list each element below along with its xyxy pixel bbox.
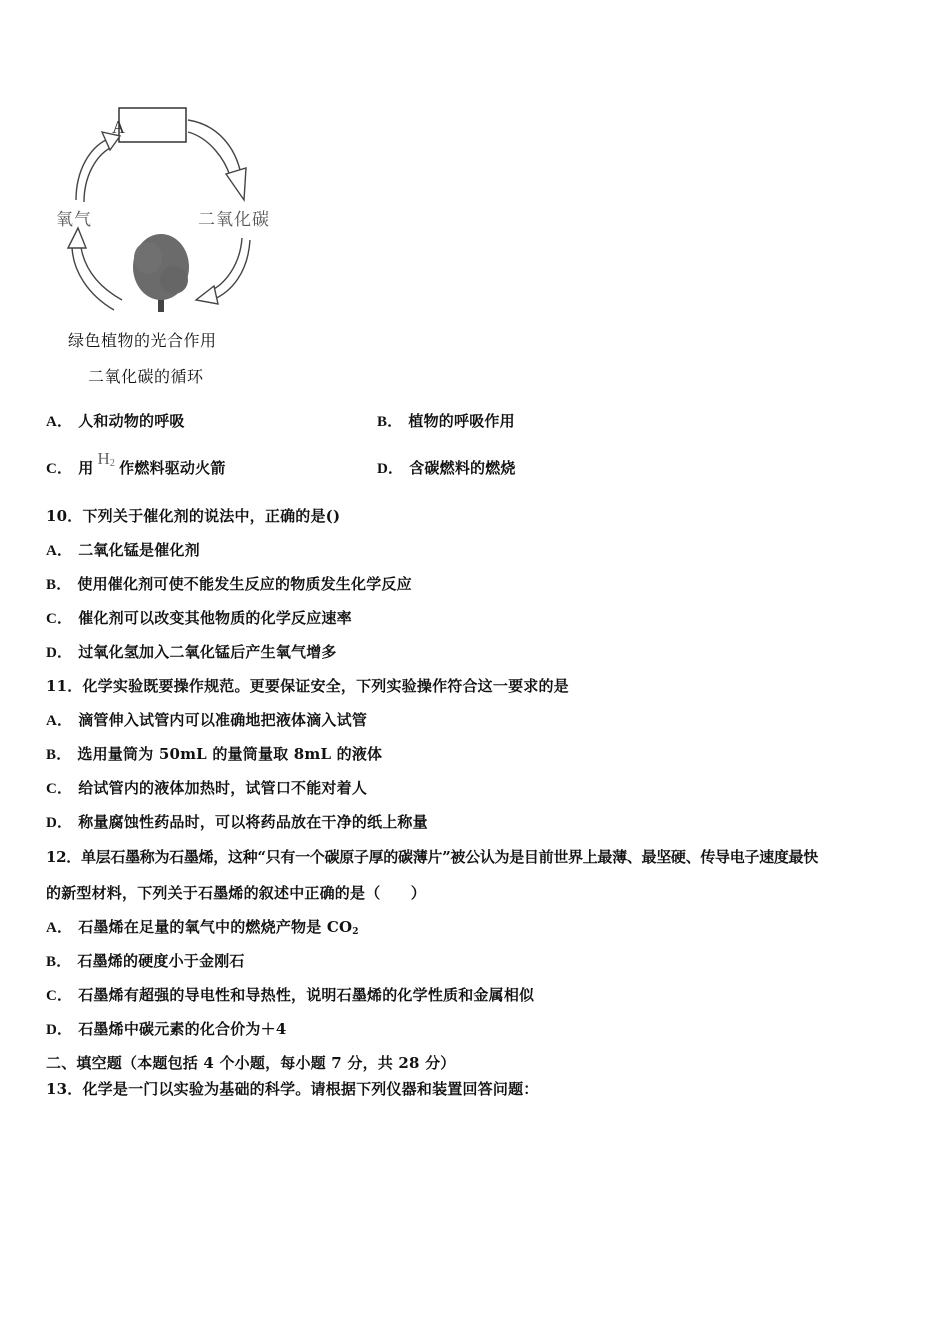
option-text: 催化剂可以改变其他物质的化学反应速率 (78, 609, 352, 627)
option-text: 使用催化剂可使不能发生反应的物质发生化学反应 (77, 575, 412, 593)
option-letter: A． (46, 414, 73, 430)
option-letter: D． (377, 461, 404, 477)
option-letter: B． (46, 954, 72, 970)
option-letter: C． (46, 461, 73, 477)
option-text: 植物的呼吸作用 (408, 412, 515, 430)
q13-stem: 13．化学是一门以实验为基础的科学。请根据下列仪器和装置回答问题： (46, 1080, 539, 1098)
q12-stem-line1: 12．单层石墨称为石墨烯，这种“只有一个碳原子厚的碳薄片”被公认为是目前世界上最薄、最坚硬、传导电子速度最快 (46, 848, 818, 866)
option-text: 石墨烯的硬度小于金刚石 (77, 952, 245, 970)
q10-option-b[interactable] (46, 573, 412, 594)
q11-option-d[interactable] (46, 811, 428, 832)
option-letter: C． (46, 988, 73, 1004)
q10-option-a[interactable] (46, 539, 200, 560)
co2-cycle-figure (40, 90, 320, 400)
q12-option-a[interactable] (46, 916, 359, 937)
option-suffix: 作燃料驱动火箭 (119, 459, 226, 477)
hydrogen-formula: $H_2$ (97, 449, 116, 469)
q12-option-c[interactable] (46, 984, 534, 1005)
option-letter: D． (46, 815, 73, 831)
box-a (119, 108, 186, 142)
q11-option-a[interactable] (46, 709, 367, 730)
option-text: 称量腐蚀性药品时，可以将药品放在干净的纸上称量 (78, 813, 428, 831)
option-text: 石墨烯有超强的导电性和导热性，说明石墨烯的化学性质和金属相似 (78, 986, 535, 1004)
option-text: 给试管内的液体加热时，试管口不能对着人 (78, 779, 368, 797)
option-letter: D． (46, 645, 73, 661)
q10-option-d[interactable] (46, 641, 337, 662)
option-text: 过氧化氢加入二氧化锰后产生氧气增多 (78, 643, 337, 661)
q9-option-b[interactable] (377, 410, 515, 431)
arrow-tree-to-o2-icon (68, 228, 122, 310)
section-heading-fill-in: 二、填空题（本题包括 4 个小题，每小题 7 分，共 28 分） (46, 1054, 456, 1072)
q11-stem: 11．化学实验既要操作规范。更要保证安全，下列实验操作符合这一要求的是 (46, 677, 569, 695)
arrow-a-to-co2-icon (188, 120, 246, 200)
option-letter: C． (46, 781, 73, 797)
q11-option-b[interactable] (46, 743, 382, 764)
q9-option-d[interactable] (377, 457, 516, 478)
q10-stem: 10．下列关于催化剂的说法中，正确的是() (46, 507, 341, 525)
option-text: 人和动物的呼吸 (78, 412, 185, 430)
option-letter: B． (377, 414, 403, 430)
box-a-label: A (112, 117, 125, 137)
q10-option-c[interactable] (46, 607, 352, 628)
arrow-co2-to-tree-icon (196, 238, 250, 304)
q12-option-d[interactable] (46, 1018, 286, 1039)
q9-option-c[interactable] (46, 449, 226, 478)
q9-option-a[interactable] (46, 410, 185, 431)
figure-caption-cycle: 二氧化碳的循环 (88, 367, 204, 386)
option-text: 石墨烯在足量的氧气中的燃烧产物是 $CO_2$ (78, 918, 359, 937)
option-letter: A． (46, 713, 73, 729)
option-text: 选用量筒为 50mL 的量筒量取 8mL 的液体 (77, 745, 383, 763)
option-text: 石墨烯中碳元素的化合价为＋4 (78, 1020, 287, 1038)
q12-stem-line2: 的新型材料，下列关于石墨烯的叙述中正确的是（ ） (46, 884, 427, 902)
option-letter: A． (46, 920, 73, 936)
option-letter: C． (46, 611, 73, 627)
carbon-dioxide-label: 二氧化碳 (198, 210, 270, 230)
option-letter: B． (46, 577, 72, 593)
tree-icon (133, 234, 189, 312)
q12-option-b[interactable] (46, 950, 245, 971)
option-prefix: 用 (78, 459, 94, 477)
option-text: 二氧化锰是催化剂 (78, 541, 200, 559)
arrow-o2-to-a-icon (76, 132, 120, 202)
oxygen-label: 氧气 (56, 210, 92, 230)
option-text: 滴管伸入试管内可以准确地把液体滴入试管 (78, 711, 368, 729)
option-text: 含碳燃料的燃烧 (409, 459, 516, 477)
q11-option-c[interactable] (46, 777, 367, 798)
cycle-diagram (40, 90, 320, 400)
option-letter: B． (46, 747, 72, 763)
figure-caption-photosynthesis: 绿色植物的光合作用 (68, 331, 217, 350)
option-letter: A． (46, 543, 73, 559)
option-letter: D． (46, 1022, 73, 1038)
